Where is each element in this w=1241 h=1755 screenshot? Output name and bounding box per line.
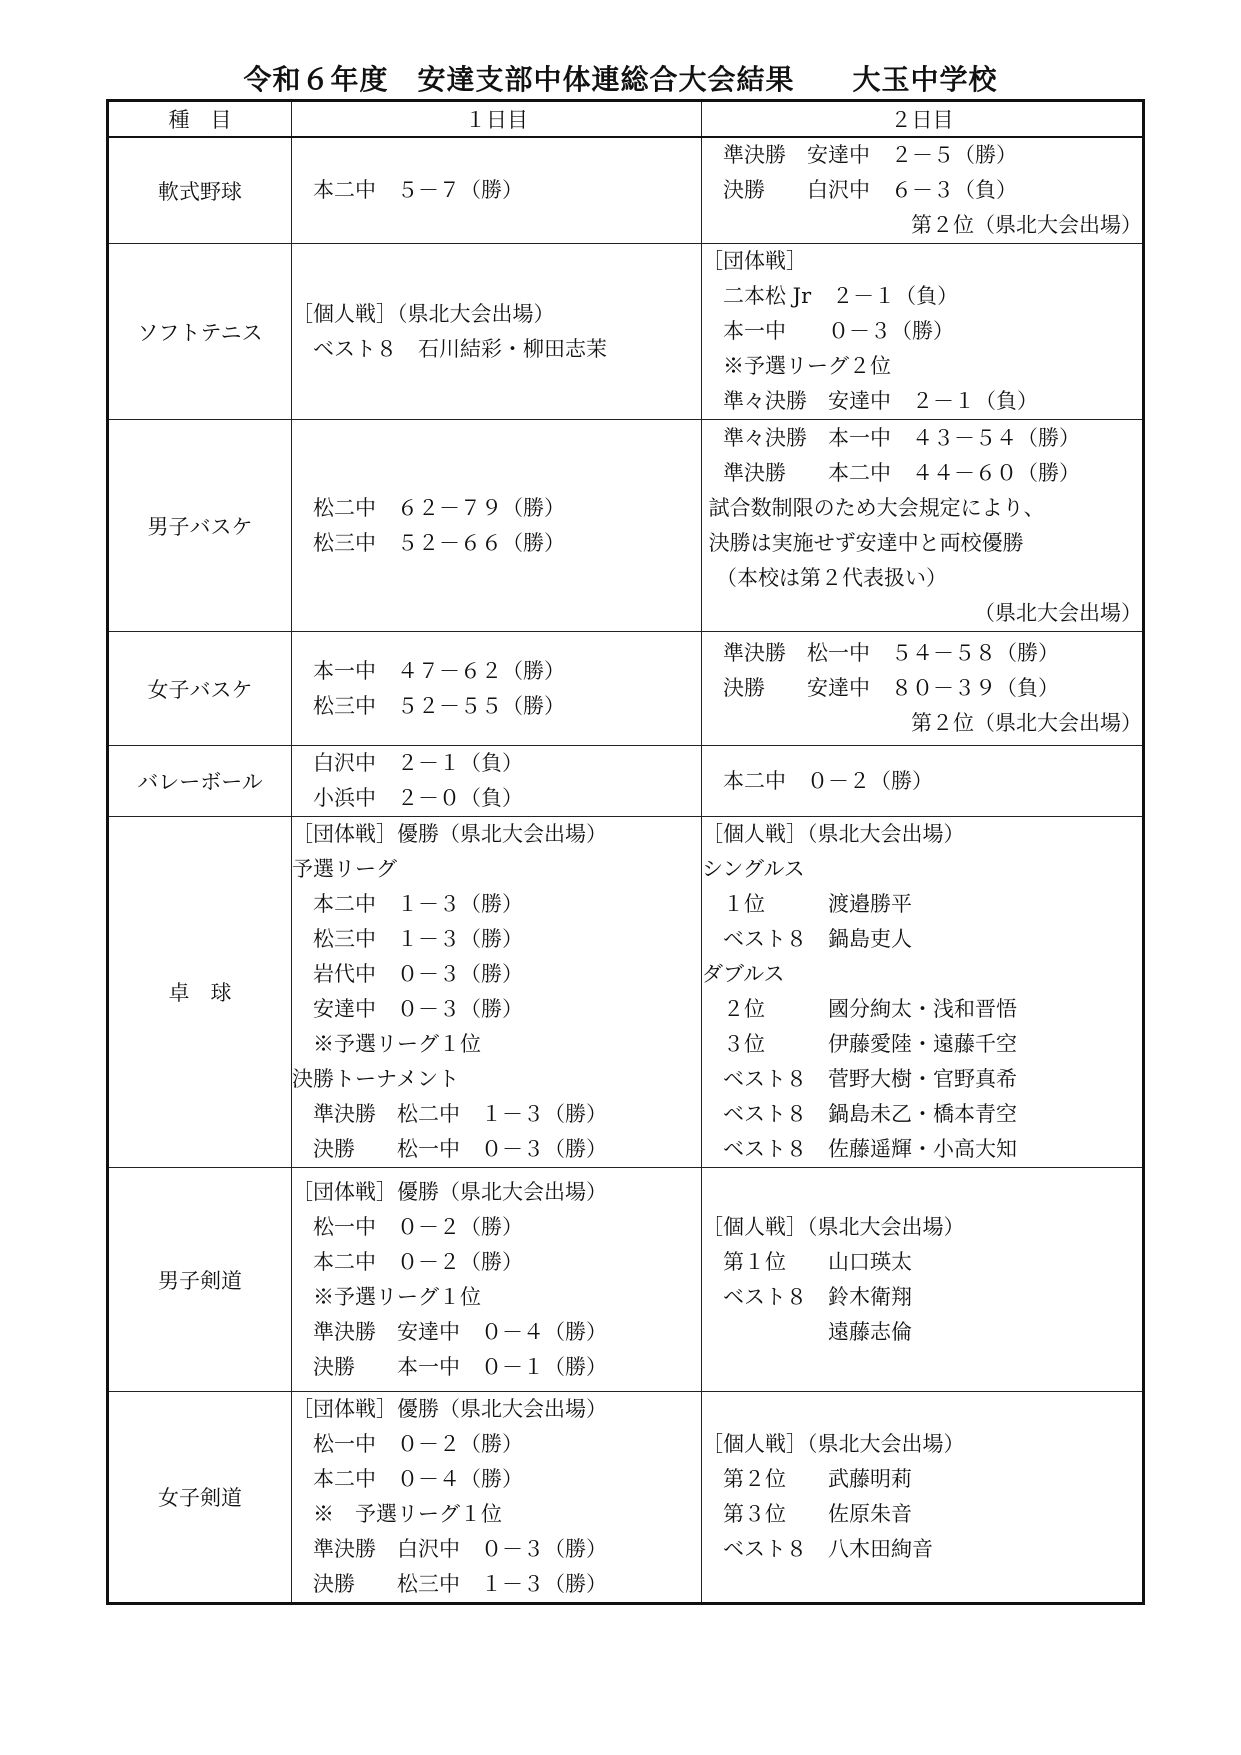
result-line: ［個人戦］（県北大会出場） xyxy=(702,822,965,846)
result-line: ※予選リーグ１位 xyxy=(292,1284,481,1309)
day2-cell xyxy=(702,244,1144,420)
header-category: 種 目 xyxy=(108,101,292,138)
result-line: （県北大会出場） xyxy=(974,600,1142,625)
result-line: ［個人戦］（県北大会出場） xyxy=(702,1432,965,1456)
table-row xyxy=(108,1392,1144,1604)
table-row xyxy=(108,632,1144,746)
result-line: 第３位 佐原朱音 xyxy=(702,1502,912,1526)
result-line: ベスト８ 佐藤遥輝・小高大知 xyxy=(702,1137,1017,1161)
page-title: 令和６年度 安達支部中体連総合大会結果 大玉中学校 xyxy=(243,63,998,96)
result-line: シングルス xyxy=(702,857,805,881)
result-line: 決勝 安達中 ８０－３９（負） xyxy=(702,676,1059,700)
result-line: 第２位（県北大会出場） xyxy=(911,711,1142,735)
result-line: ［団体戦］優勝（県北大会出場） xyxy=(292,1179,607,1204)
result-line: 準決勝 本二中 ４４－６０（勝） xyxy=(702,460,1080,485)
day1-cell xyxy=(292,746,702,817)
result-line: 松三中 １－３（勝） xyxy=(292,927,523,951)
result-line: １位 渡邉勝平 xyxy=(702,892,912,916)
day1-cell xyxy=(292,244,702,420)
category-cell: 女子バスケ xyxy=(108,632,292,746)
result-line: ※予選リーグ２位 xyxy=(702,354,891,378)
category-cell: ソフトテニス xyxy=(108,244,292,420)
result-line: 第２位 武藤明莉 xyxy=(702,1467,912,1491)
day2-cell xyxy=(702,420,1144,632)
result-line: 本二中 ０－２（勝） xyxy=(292,1249,523,1274)
result-line: 本一中 ４７－６２（勝） xyxy=(292,658,565,683)
day2-cell xyxy=(702,746,1144,817)
table-row xyxy=(108,1168,1144,1392)
results-table xyxy=(106,99,1145,1605)
table-row xyxy=(108,244,1144,420)
result-line: 決勝は実施せず安達中と両校優勝 xyxy=(702,530,1024,555)
result-line: ベスト８ 鈴木衛翔 xyxy=(702,1284,912,1309)
result-line: （本校は第２代表扱い） xyxy=(716,565,947,590)
result-line: 遠藤志倫 xyxy=(702,1319,912,1344)
header-day1: １日目 xyxy=(292,101,702,138)
result-line: 決勝 松三中 １－３（勝） xyxy=(292,1572,607,1596)
result-line: 準々決勝 本一中 ４３－５４（勝） xyxy=(702,425,1080,450)
category-cell: バレーボール xyxy=(108,746,292,817)
result-line: ベスト８ 石川結彩・柳田志茉 xyxy=(292,336,607,361)
day2-cell xyxy=(702,632,1144,746)
result-line: 第１位 山口瑛太 xyxy=(702,1249,912,1274)
day1-cell xyxy=(292,817,702,1168)
result-line: 準々決勝 安達中 ２－１（負） xyxy=(702,389,1038,413)
result-line: 第２位（県北大会出場） xyxy=(911,213,1142,237)
result-line: 予選リーグ xyxy=(292,857,397,881)
category-cell: 女子剣道 xyxy=(108,1392,292,1604)
result-line: 白沢中 ２－１（負） xyxy=(292,751,523,775)
result-line: 本二中 ０－４（勝） xyxy=(292,1467,523,1491)
result-line: 準決勝 松一中 ５４－５８（勝） xyxy=(702,641,1059,665)
category-cell: 軟式野球 xyxy=(108,137,292,244)
result-line: 試合数制限のため大会規定により、 xyxy=(702,495,1045,520)
day1-cell xyxy=(292,1392,702,1604)
header-day2: ２日目 xyxy=(702,101,1144,138)
day2-cell xyxy=(702,1168,1144,1392)
result-line: 松一中 ０－２（勝） xyxy=(292,1214,523,1239)
result-line: 準決勝 安達中 ０－４（勝） xyxy=(292,1319,607,1344)
day1-cell xyxy=(292,1168,702,1392)
result-line: 決勝 本一中 ０－１（勝） xyxy=(292,1354,607,1379)
result-line: 本二中 ０－２（勝） xyxy=(702,768,933,793)
result-line: 決勝 松一中 ０－３（勝） xyxy=(292,1137,607,1161)
result-line: 二本松 Jr ２－１（負） xyxy=(702,284,959,308)
day1-cell xyxy=(292,632,702,746)
category-cell: 男子バスケ xyxy=(108,420,292,632)
table-row xyxy=(108,420,1144,632)
result-line: ベスト８ 菅野大樹・官野真希 xyxy=(702,1067,1017,1091)
result-line: ［団体戦］優勝（県北大会出場） xyxy=(292,822,607,846)
result-line: 安達中 ０－３（勝） xyxy=(292,997,523,1021)
table-row xyxy=(108,746,1144,817)
result-line: 本一中 ０－３（勝） xyxy=(702,319,954,343)
result-line: 決勝トーナメント xyxy=(292,1067,460,1091)
result-line: ※ 予選リーグ１位 xyxy=(292,1502,502,1526)
result-line: ベスト８ 八木田絢音 xyxy=(702,1537,933,1561)
day2-cell xyxy=(702,1392,1144,1604)
table-row xyxy=(108,137,1144,244)
result-line: 松二中 ６２－７９（勝） xyxy=(292,495,565,520)
day1-cell xyxy=(292,420,702,632)
result-line: 松一中 ０－２（勝） xyxy=(292,1432,523,1456)
category-cell: 男子剣道 xyxy=(108,1168,292,1392)
result-line: ［個人戦］（県北大会出場） xyxy=(702,1214,965,1239)
result-line: 決勝 白沢中 ６－３（負） xyxy=(702,178,1017,202)
day2-cell xyxy=(702,137,1144,244)
result-line: ベスト８ 鍋島吏人 xyxy=(702,927,912,951)
result-line: 準決勝 松二中 １－３（勝） xyxy=(292,1102,607,1126)
result-line: ※予選リーグ１位 xyxy=(292,1032,481,1056)
result-line: 本二中 １－３（勝） xyxy=(292,892,523,916)
day1-cell xyxy=(292,137,702,244)
result-line: ［個人戦］（県北大会出場） xyxy=(292,301,555,326)
result-line: 小浜中 ２－０（負） xyxy=(292,786,523,810)
header-row xyxy=(108,101,1144,138)
table-row xyxy=(108,817,1144,1168)
result-line: ２位 國分絢太・浅和晋悟 xyxy=(702,997,1017,1021)
result-line: ベスト８ 鍋島未乙・橋本青空 xyxy=(702,1102,1017,1126)
result-line: 岩代中 ０－３（勝） xyxy=(292,962,523,986)
day2-cell xyxy=(702,817,1144,1168)
category-cell: 卓 球 xyxy=(108,817,292,1168)
result-line: 準決勝 白沢中 ０－３（勝） xyxy=(292,1537,607,1561)
result-line: ［団体戦］ xyxy=(702,249,807,273)
result-line: 松三中 ５２－５５（勝） xyxy=(292,693,565,718)
result-line: ３位 伊藤愛陸・遠藤千空 xyxy=(702,1032,1017,1056)
result-line: 松三中 ５２－６６（勝） xyxy=(292,530,565,555)
result-line: 準決勝 安達中 ２－５（勝） xyxy=(702,143,1017,167)
result-line: ダブルス xyxy=(702,962,785,986)
result-line: 本二中 ５－７（勝） xyxy=(292,178,523,202)
result-line: ［団体戦］優勝（県北大会出場） xyxy=(292,1397,607,1421)
